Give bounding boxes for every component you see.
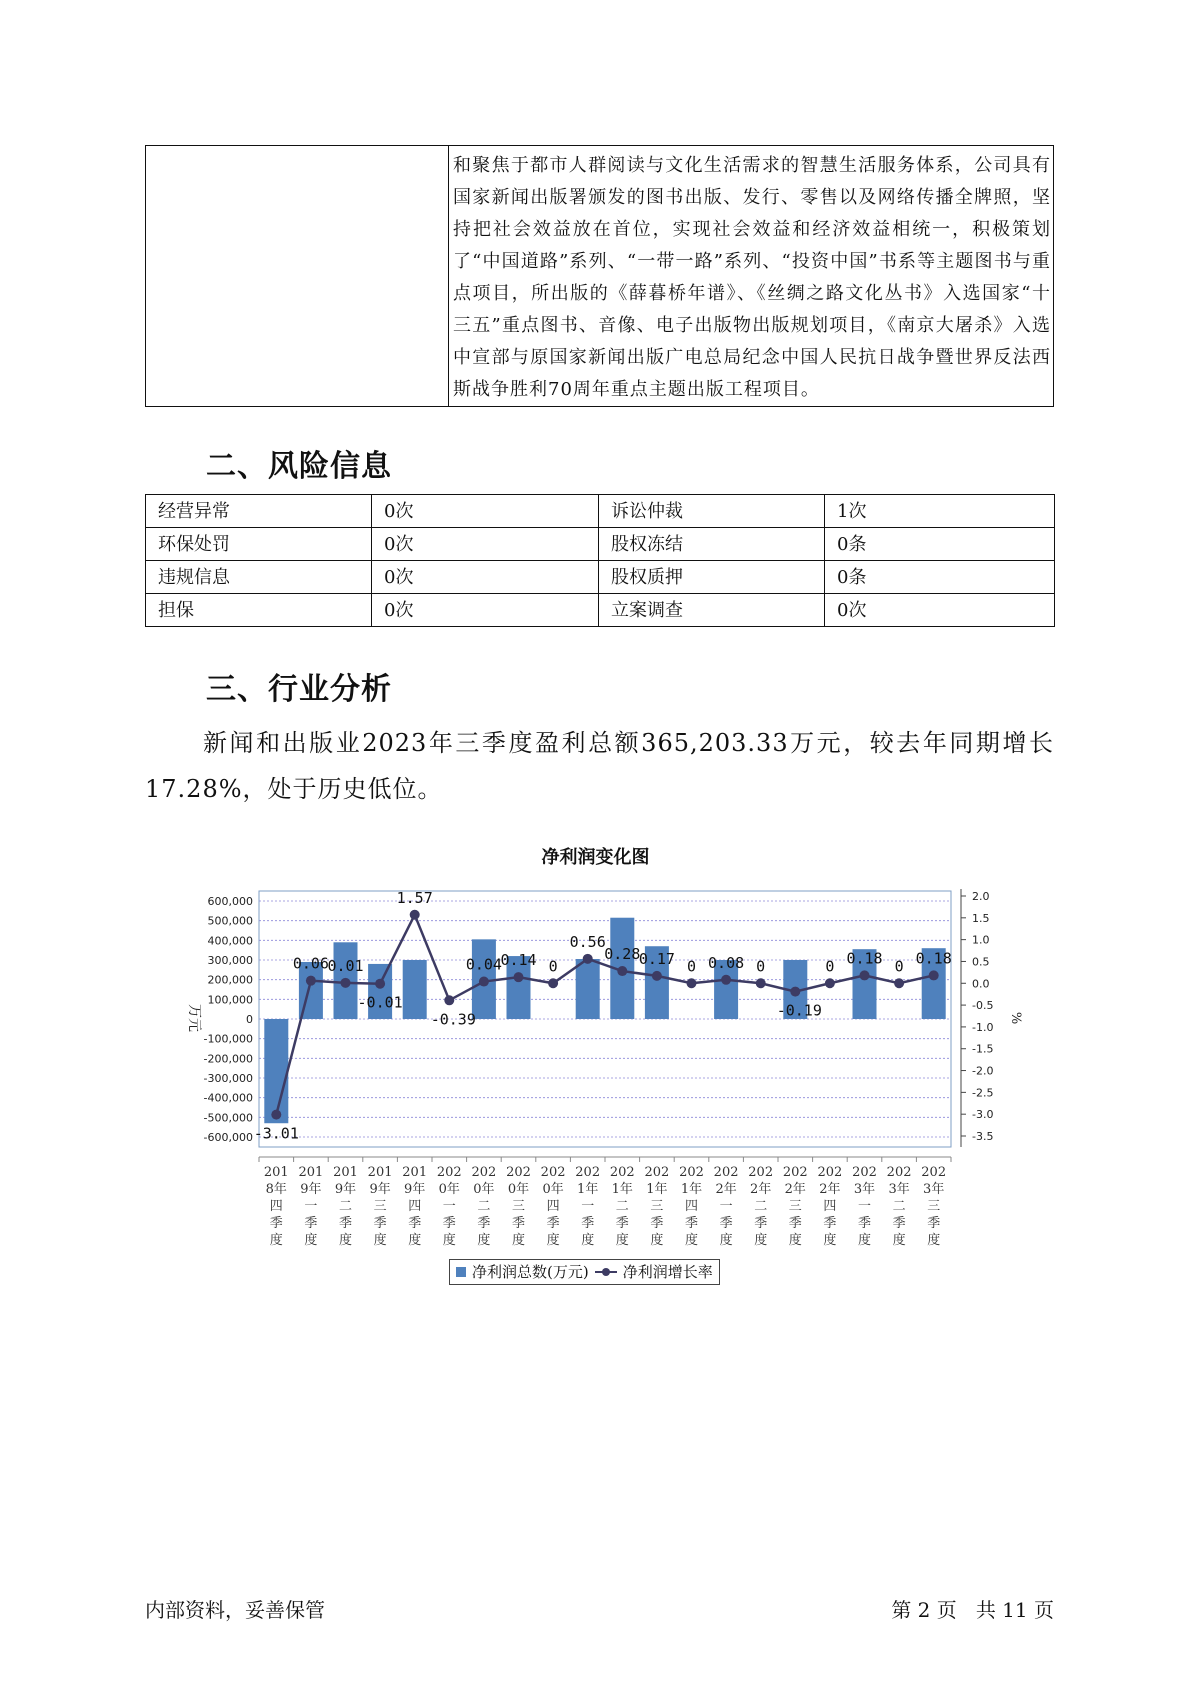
growth-rate-point bbox=[617, 966, 627, 976]
chart-legend bbox=[449, 1259, 720, 1285]
y-tick-label: -600,000 bbox=[203, 1131, 253, 1144]
x-tick-label: 202 3年二季度 bbox=[886, 1165, 912, 1248]
growth-rate-point bbox=[341, 978, 351, 988]
data-label: 0.17 bbox=[638, 949, 675, 968]
data-label: 0 bbox=[825, 957, 835, 976]
growth-rate-point bbox=[479, 977, 489, 987]
page-number: 第 2 页 共 11 页 bbox=[891, 1598, 1054, 1622]
legend-bar-swatch bbox=[456, 1267, 466, 1277]
growth-rate-point bbox=[790, 987, 800, 997]
data-label: 0 bbox=[548, 957, 558, 976]
y-tick-label: 500,000 bbox=[207, 914, 253, 928]
y-tick-label: 200,000 bbox=[207, 973, 253, 987]
risk-label: 经营异常 bbox=[146, 495, 372, 528]
growth-rate-point bbox=[721, 975, 731, 985]
growth-rate-point bbox=[444, 995, 454, 1005]
y-tick-label: -200,000 bbox=[203, 1052, 253, 1066]
y2-tick-label: 2.0 bbox=[972, 890, 990, 903]
y2-tick-label: -2.0 bbox=[972, 1064, 994, 1078]
data-label: 0.01 bbox=[327, 956, 364, 975]
data-label: 0.08 bbox=[708, 953, 745, 972]
growth-rate-point bbox=[375, 979, 385, 989]
risk-value: 0次 bbox=[372, 561, 599, 594]
risk-value: 0次 bbox=[372, 495, 599, 528]
growth-rate-point bbox=[687, 978, 697, 988]
x-tick-label: 202 2年四季度 bbox=[817, 1165, 843, 1248]
x-tick-label: 202 0年一季度 bbox=[436, 1165, 462, 1248]
y2-tick-label: -3.5 bbox=[972, 1130, 994, 1143]
growth-rate-point bbox=[306, 976, 316, 986]
y2-tick-label: 0.0 bbox=[972, 977, 990, 991]
growth-rate-point bbox=[583, 954, 593, 964]
risk-heading: 二、风险信息 bbox=[206, 449, 392, 484]
growth-rate-point bbox=[514, 972, 524, 982]
intro-text: 和聚焦于都市人群阅读与文化生活需求的智慧生活服务体系，公司具有国家新闻出版署颁发的图书出版、发行、零售以及网络传播全牌照，坚持把社会效益放在首位，实现社会效益和经济效益相统一，积极策划了“中国道路”系列、“一带一路”系列、“投资中国”书系等主题图书与重点项目，所出版的《薛暮桥年谱》、《丝绸之路文化丛书》入选国家“十三五”重点图书、音像、电子出版物出版规划项目，《南京大屠杀》入选中宣部与原国家新闻出版广电总局纪念中国人民抗日战争暨世界反法西斯战争胜利70周年重点主题出版工程项目。 bbox=[453, 155, 1051, 400]
y2-tick-label: -0.5 bbox=[972, 999, 994, 1013]
data-label: 0.28 bbox=[604, 945, 641, 964]
x-tick-label: 202 0年三季度 bbox=[506, 1165, 531, 1248]
y-tick-label: 100,000 bbox=[207, 993, 253, 1007]
y2-tick-label: -2.5 bbox=[972, 1086, 994, 1100]
y2-tick-label: -1.5 bbox=[972, 1042, 994, 1056]
data-label: -0.39 bbox=[430, 1010, 476, 1029]
x-tick-label: 202 2年三季度 bbox=[782, 1165, 808, 1248]
legend-line-swatch bbox=[595, 1267, 617, 1277]
y2-tick-label: -1.0 bbox=[972, 1020, 994, 1034]
y-tick-label: -500,000 bbox=[203, 1111, 253, 1125]
risk-value: 1次 bbox=[825, 495, 1055, 528]
risk-label: 违规信息 bbox=[146, 561, 372, 594]
x-tick-label: 202 1年一季度 bbox=[575, 1165, 601, 1248]
data-label: 0.06 bbox=[292, 954, 329, 973]
x-tick-label: 202 2年一季度 bbox=[713, 1165, 739, 1248]
data-label: -0.19 bbox=[776, 1001, 822, 1020]
risk-label: 环保处罚 bbox=[146, 528, 372, 561]
growth-rate-point bbox=[548, 978, 558, 988]
y2-tick-label: 1.0 bbox=[972, 933, 990, 947]
growth-rate-point bbox=[825, 978, 835, 988]
risk-value: 0次 bbox=[825, 594, 1055, 627]
y-tick-label: -400,000 bbox=[203, 1091, 253, 1105]
data-label: 0.56 bbox=[569, 932, 606, 951]
bar bbox=[264, 1019, 288, 1123]
data-label: -0.01 bbox=[357, 993, 403, 1012]
risk-value: 0条 bbox=[825, 561, 1055, 594]
risk-value: 0次 bbox=[372, 528, 599, 561]
y-tick-label: 300,000 bbox=[207, 954, 253, 967]
chart-title: 净利润变化图 bbox=[541, 847, 650, 868]
y-tick-label: 400,000 bbox=[207, 934, 253, 948]
growth-rate-point bbox=[756, 978, 766, 988]
analysis-heading: 三、行业分析 bbox=[206, 672, 392, 707]
growth-rate-point bbox=[894, 978, 904, 988]
data-label: 0 bbox=[894, 957, 904, 976]
y-tick-label: 0 bbox=[246, 1013, 253, 1026]
x-tick-label: 201 9年四季度 bbox=[402, 1165, 428, 1248]
growth-rate-point bbox=[410, 910, 420, 920]
x-tick-label: 202 0年二季度 bbox=[471, 1165, 497, 1248]
risk-label: 诉讼仲裁 bbox=[599, 495, 825, 528]
risk-value: 0次 bbox=[372, 594, 599, 627]
footer-note: 内部资料，妥善保管 bbox=[145, 1598, 325, 1622]
y2-tick-label: 0.5 bbox=[972, 955, 990, 969]
growth-rate-point bbox=[271, 1110, 281, 1120]
risk-label: 股权质押 bbox=[599, 561, 825, 594]
data-label: -3.01 bbox=[253, 1124, 299, 1143]
risk-label: 股权冻结 bbox=[599, 528, 825, 561]
y-tick-label: -100,000 bbox=[203, 1032, 253, 1046]
x-tick-label: 202 2年二季度 bbox=[748, 1165, 774, 1248]
data-label: 0 bbox=[756, 957, 766, 976]
bar bbox=[403, 960, 427, 1019]
risk-label: 担保 bbox=[146, 594, 372, 627]
x-tick-label: 201 9年二季度 bbox=[333, 1165, 358, 1248]
data-label: 0.18 bbox=[915, 949, 952, 968]
x-tick-label: 202 3年三季度 bbox=[921, 1165, 947, 1248]
y-tick-label: -300,000 bbox=[203, 1072, 253, 1085]
x-tick-label: 202 1年四季度 bbox=[679, 1165, 704, 1248]
growth-rate-point bbox=[860, 970, 870, 980]
growth-rate-point bbox=[929, 970, 939, 980]
x-tick-label: 201 8年四季度 bbox=[263, 1165, 289, 1248]
data-label: 0.18 bbox=[846, 949, 883, 968]
bar bbox=[576, 959, 600, 1019]
data-label: 0 bbox=[686, 957, 697, 976]
x-tick-label: 202 0年四季度 bbox=[540, 1165, 566, 1248]
risk-label: 立案调查 bbox=[599, 594, 825, 627]
growth-rate-point bbox=[652, 971, 662, 981]
x-tick-label: 201 9年一季度 bbox=[298, 1165, 324, 1248]
y2-axis-label: % bbox=[1008, 1011, 1023, 1025]
x-tick-label: 202 1年三季度 bbox=[644, 1165, 670, 1248]
data-label: 0.14 bbox=[500, 951, 537, 970]
legend-bar-label: 净利润总数(万元) bbox=[472, 1263, 589, 1281]
y2-tick-label: 1.5 bbox=[972, 911, 990, 925]
y-tick-label: 600,000 bbox=[207, 895, 253, 908]
data-label: 1.57 bbox=[396, 888, 433, 907]
legend-line-label: 净利润增长率 bbox=[622, 1263, 713, 1281]
y2-tick-label: -3.0 bbox=[972, 1108, 994, 1122]
x-tick-label: 202 1年二季度 bbox=[609, 1165, 635, 1248]
risk-value: 0条 bbox=[825, 528, 1055, 561]
y-axis-label: 万元 bbox=[186, 1004, 202, 1032]
x-tick-label: 202 3年一季度 bbox=[852, 1165, 877, 1248]
analysis-paragraph: 新闻和出版业2023年三季度盈利总额365,203.33万元，较去年同期增长17.28%，处于历史低位。 bbox=[145, 729, 1054, 803]
data-label: 0.04 bbox=[465, 955, 502, 974]
x-tick-label: 201 9年三季度 bbox=[367, 1165, 393, 1248]
